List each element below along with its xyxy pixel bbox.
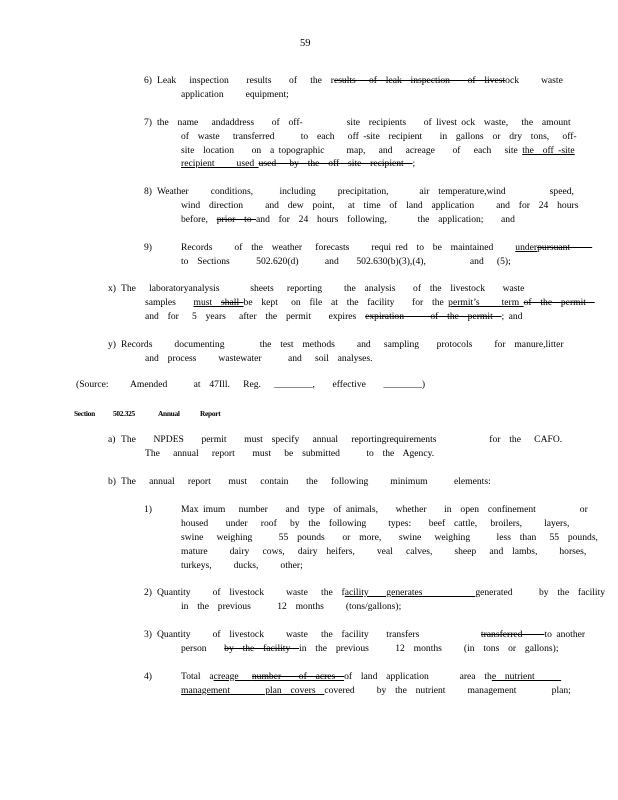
item-label: b) (108, 476, 116, 487)
item-text-line (181, 642, 559, 655)
item-label: 4) (144, 671, 152, 682)
text-run: ; and (501, 311, 523, 322)
item-label: x) (108, 283, 116, 294)
text-run: ) (421, 379, 426, 390)
item-label: 2) (144, 587, 152, 598)
item-text-line (181, 241, 592, 254)
blank-line: ________ (274, 379, 313, 390)
text-run: of land application area th (344, 671, 492, 682)
item-text-line: Max imum number and type of animals, whether in open confinement or (181, 504, 588, 515)
item-text-line (181, 144, 575, 157)
text-run: generated by the facility (475, 587, 606, 598)
text-run: ock waste (505, 75, 563, 86)
item-text-line: of waste transferred to each off -site recipient in gallons or dry tons, off- (181, 131, 577, 142)
text-run: Quantity of livestock waste the f (157, 587, 345, 598)
item-label: y) (108, 339, 116, 350)
item-text-line: The annual report must contain the following minimum elements: (121, 476, 491, 487)
item-text-line (157, 628, 585, 641)
item-label: 3) (144, 629, 152, 640)
item-text-line (181, 670, 561, 683)
inserted-text: under (515, 242, 538, 253)
item-text-line: Weather conditions, including precipitation, air temperature,wind speed, (157, 186, 574, 197)
item-text-line: The annual report must be submitted to the Agency. (145, 448, 435, 459)
inserted-text: recipient used (181, 158, 259, 169)
item-text-line (145, 310, 522, 323)
inserted-text: permit’s term (448, 297, 524, 308)
item-label: 6) (144, 75, 152, 86)
item-label: 7) (144, 117, 152, 128)
blank-line: ________ (383, 379, 422, 390)
section-number: 502.325 (113, 409, 135, 418)
item-text-line: and process wastewater and soil analyses. (145, 353, 373, 364)
struck-text: expiration of the permit (365, 311, 502, 322)
item-label: a) (108, 434, 116, 445)
text-run: ; (412, 158, 416, 169)
item-text-line: The laboratoryanalysis sheets reporting the analysis of the livestock waste (121, 283, 525, 294)
struck-text: number of acres (251, 671, 345, 682)
item-label: 9) (144, 242, 152, 253)
item-label: 8) (144, 186, 152, 197)
struck-text: transferred (480, 629, 545, 640)
text-run: (Source: Amended at 47Ill. Reg. (76, 379, 275, 390)
item-label: 1) (144, 504, 152, 515)
item-text-line: to Sections 502.620(d) and 502.630(b)(3),(4), and (5); (181, 256, 511, 267)
item-text-line: in the previous 12 months (tons/gallons); (181, 601, 402, 612)
source-note (76, 378, 425, 391)
item-text-line (157, 74, 563, 87)
struck-text: shall (220, 297, 244, 308)
inserted-text: acility generates (344, 587, 476, 598)
item-text-line (181, 157, 415, 170)
inserted-text: creage (213, 671, 252, 682)
text-run: to another (544, 629, 586, 640)
struck-text: esults of leak inspection of livest (333, 75, 506, 86)
item-text-line (145, 296, 595, 309)
text-run: Quantity of livestock waste the facility transfers (157, 629, 481, 640)
item-text-line (157, 586, 605, 599)
inserted-text: management plan covers (181, 685, 325, 696)
item-text-line: wind direction and dew point, at time of land application and for 24 hours (181, 200, 579, 211)
struck-text: of the permit (523, 297, 595, 308)
text-run: , effective (312, 379, 384, 390)
text-run: before, (181, 214, 217, 225)
item-text-line: housed under roof by the following types: beef cattle, broilers, layers, (181, 518, 570, 529)
item-text-line (181, 213, 515, 226)
text-run: samples (145, 297, 194, 308)
inserted-text: e nutrient (491, 671, 562, 682)
section-title-word: Annual (158, 409, 180, 418)
item-text-line: The NPDES permit must specify annual reportingrequirements for the CAFO. (121, 434, 563, 445)
text-run: site location on a topographic map, and acreage of each site (181, 145, 523, 156)
text-run: in the previous 12 months (in tons or gallons); (299, 643, 559, 654)
text-run: Total a (181, 671, 214, 682)
inserted-text: must (193, 297, 221, 308)
struck-text: pursuant (537, 242, 593, 253)
text-run: and for 24 hours following, the application; and (256, 214, 515, 225)
section-title-word: Report (200, 409, 221, 418)
section-label: Section (74, 409, 95, 418)
item-text-line: swine weighing 55 pounds or more, swine weighing less than 55 pounds, (181, 532, 598, 543)
text-run: Leak inspection results of the r (157, 75, 334, 86)
item-text-line: application equipment; (181, 89, 289, 100)
struck-text: used by the off site recipient (258, 158, 413, 169)
item-text-line: mature dairy cows, dairy heifers, veal calves, sheep and lambs, horses, (181, 546, 587, 557)
inserted-text: the off -site (522, 145, 575, 156)
text-run: be kept on file at the facility for the (243, 297, 449, 308)
page-number: 59 (300, 38, 311, 49)
item-text-line (181, 684, 571, 697)
item-text-line: the name andaddress of off- site recipients of livest ock waste, the amount (157, 117, 571, 128)
item-text-line: turkeys, ducks, other; (181, 560, 303, 571)
struck-text: prior to (216, 214, 257, 225)
struck-text: by the facility (224, 643, 300, 654)
text-run: person (181, 643, 225, 654)
item-text-line: Records documenting the test methods and sampling protocols for manure,litter (121, 339, 564, 350)
text-run: and for 5 years after the permit expires (145, 311, 366, 322)
text-run: Records of the weather forecasts requi red to be maintained (181, 242, 516, 253)
text-run: covered by the nutrient management plan; (324, 685, 571, 696)
